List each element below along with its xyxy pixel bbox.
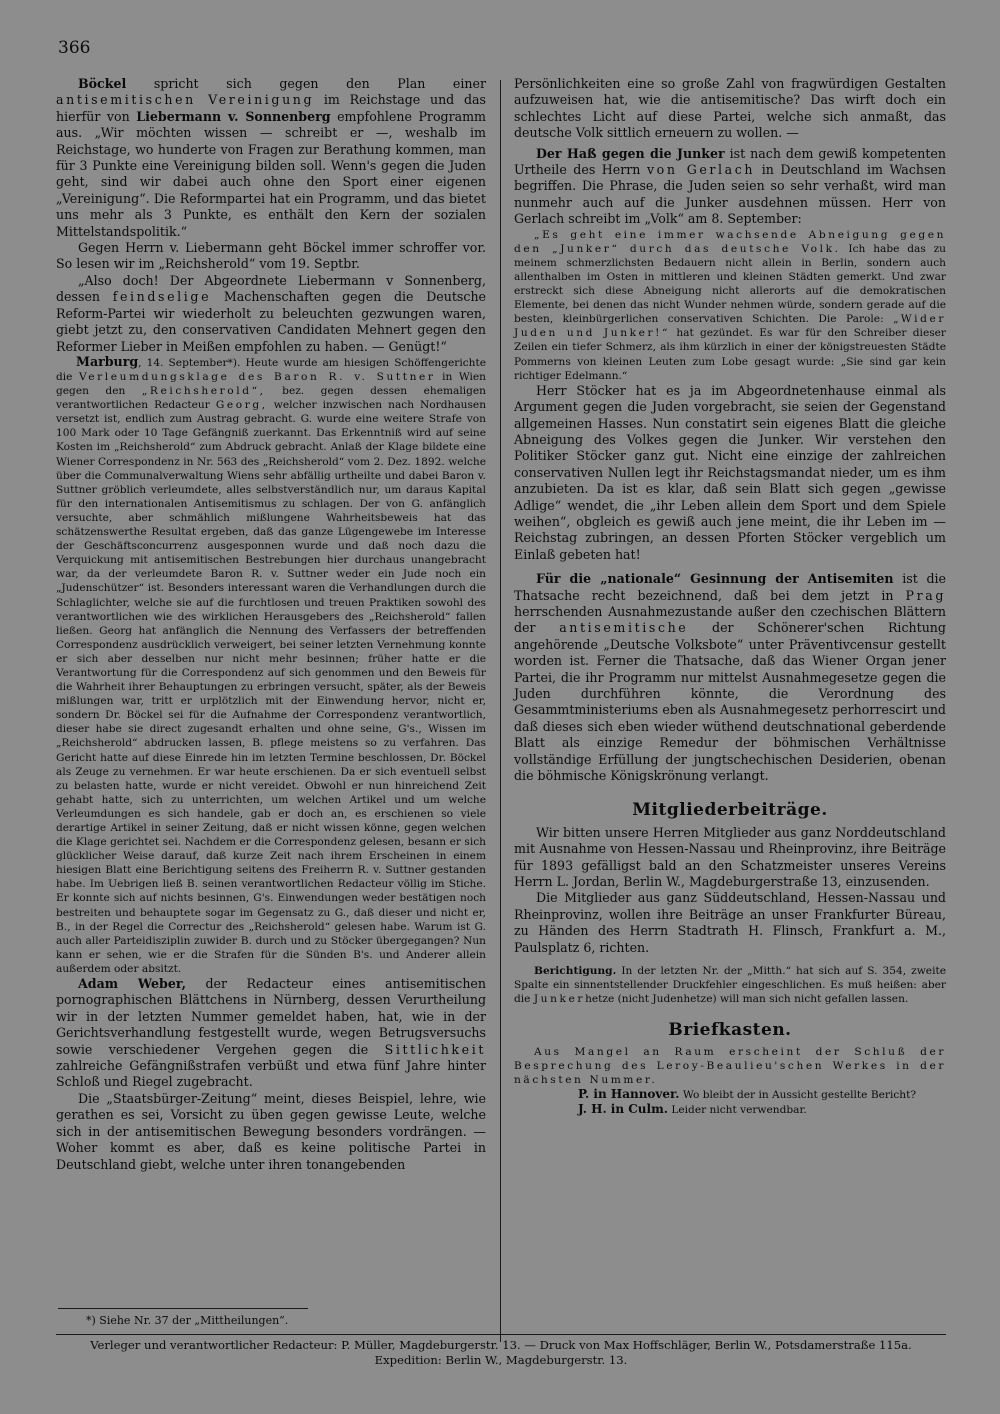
paragraph-weber: Adam Weber, der Redacteur eines antisemitischen pornographischen Blättchens in Nürnberg, dessen Verurtheilung wir in der letzten Nummer gemeldet haben, hat, wie in der Gerichtsverhandlung festgestellt wurde, wegen Betrugsversuchs sowie verschiedener Vergehen gegen die Sittlichkeit zahlreiche Gefängnißstrafen verbüßt und etwa fünf Jahre hinter Schloß und Riegel zugebracht. bbox=[56, 976, 486, 1090]
headline-nationale-gesinnung: Für die „nationale“ Gesinnung der Antisemiten bbox=[536, 571, 894, 587]
briefkasten-item-hannover: P. in Hannover. Wo bleibt der in Aussicht gestellte Bericht? bbox=[578, 1087, 917, 1102]
paragraph-mitglieder-nord: Wir bitten unsere Herren Mitglieder aus ganz Norddeutschland mit Ausnahme von Hessen-Nassau und Rheinprovinz, ihre Beiträge für 1893 gefälligst bald an den Schatzmeister unseres Vereins Herrn L. Jordan, Berlin W., Magdeburgerstraße 13, einzusenden. bbox=[514, 824, 946, 890]
headline-junker: Der Haß gegen die Junker bbox=[536, 145, 725, 161]
briefkasten-item-culm: J. H. in Culm. Leider nicht verwendbar. bbox=[578, 1102, 807, 1117]
notice-berichtigung: Berichtigung. In der letzten Nr. der „Mitth.“ hat sich auf S. 354, zweite Spalte ein sinnentstellender Druckfehler eingeschlichen. Es muß heißen: aber die Junkerhetze (nicht Judenhetze) will man sich nicht gefallen lassen. bbox=[514, 965, 946, 1006]
footnote-rule bbox=[58, 1308, 308, 1309]
page-number: 366 bbox=[58, 38, 91, 58]
briefkasten-section bbox=[514, 1045, 946, 1117]
article-marburg: Marburg, 14. September*). Heute wurde am hiesigen Schöffengerichte die Verleumdungsklage des Baron R. v. Suttner in Wien gegen den „Reichsherold“, bez. gegen dessen ehemaligen verantwortlichen Redacteur Georg, welcher inzwischen nach Nordhausen versetzt ist, endlich zum Austrag gebracht. G. wurde eine weitere Strafe von 100 Mark oder 10 Tage Gefängniß zuerkannt. Das Erkenntniß wird auf seine Kosten im „Reichsherold“ zum Abdruck gebracht. Anlaß der Klage bildete eine Wiener Correspondenz in Nr. 563 des „Reichsherold“ vom 2. Dez. 1892. welche über die Communalverwaltung Wiens sehr abfällig urtheilte und dabei Baron v. Suttner gröblich verleumdete, alles selbstverständlich nur, um daraus Kapital für den internationalen Antisemitismus zu schlagen. Der von G. anfänglich versuchte, aber schmählich mißlungene Wahrheitsbeweis hat das schätzenswerthe Resultat ergeben, daß das ganze Lügengewebe im Interesse der Geschäftsconcurrenz ausgesponnen wurde und daß noch dazu die Verquickung mit antisemitischen Bestrebungen hier durchaus unangebracht war, da der verleumdete Baron R. v. Suttner weder ein Jude noch ein „Judenschützer“ ist. Besonders interessant waren die Verhandlungen durch die Schlaglichter, welche sie auf die furchtlosen und treuen Praktiken sowohl des verantwortlichen wie des wirklichen Herausgebers des „Reichsherold“ fallen ließen. Georg hat anfänglich die Nennung des Verfassers der betreffenden Correspondenz ausdrücklich verweigert, bei seiner letzten Vernehmung konnte er sich aber desselben nur nicht mehr besinnen; früher hatte er die Verantwortung für die Correspondenz auf sich genommen und den Beweis für die Wahrheit ihrer Behauptungen zu erbringen versucht, später, als der Beweis mißlungen war, tritt er urplötzlich mit der Einwendung hervor, nicht er, sondern Dr. Böckel sei für die Aufnahme der Correspondenz verantwortlich, dieser habe sie direct zugesandt erhalten und ohne seine, G's., Wissen im „Reichsherold“ abdrucken lassen, B. pflege meistens so zu verfahren. Das Gericht hatte auf diese Einrede hin im letzten Termine beschlossen, Dr. Böckel als Zeuge zu vernehmen. Er war heute erschienen. Da er sich eventuell selbst zu belasten hatte, wurde er nicht vereidet. Obwohl er nun hinreichend Zeit gehabt hatte, sich zu unterrichten, um welchen Artikel und um welche Verleumdungen es sich handele, gab er doch an, es erschienen so viele derartige Artikel in seiner Zeitung, daß er nicht wissen könne, gegen welchen die Klage gerichtet sei. Nachdem er die Correspondenz gelesen, besann er sich glücklicher Weise darauf, daß kurze Zeit nach ihrem Erscheinen in einem hiesigen Blatt eine Berichtigung seitens des Freiherrn R. v. Suttner gestanden habe. Im Uebrigen ließ B. seinen verantwortlichen Redacteur völlig im Stiche. Er konnte sich auf nichts besinnen, G's. Einwendungen weder bestätigen noch bestreiten und behauptete sogar im Gegensatz zu G., daß dieser und nicht er, B., in der Regel die Correctur des „Reichsherold“ gelesen habe. Warum ist G. auch aller Parteidisziplin zuwider B. durch und zu Stöcker übergegangen? Nun kann er sehen, wie er die Strafen für die Sünden B's. und Anderer allein außerdem oder absitzt. bbox=[56, 353, 487, 975]
imprint-expedition: Expedition: Berlin W., Magdeburgerstr. 13. bbox=[374, 1353, 628, 1367]
paragraph-quote-reichsherold: „Also doch! Der Abgeordnete Liebermann v Sonnenberg, dessen feindselige Machenschaften gegen die Deutsche Reform-Partei wir wiederholt zu beleuchten gezwungen waren, giebt jetzt zu, den conservativen Candidaten Mehnert gegen den Reformer Lieber in Meißen empfohlen zu haben. — Genügt!“ bbox=[56, 272, 487, 354]
paragraph-stoecker: Herr Stöcker hat es ja im Abgeordnetenhause einmal als Argument gegen die Juden vorgebracht, sie seien der Gegenstand allgemeinen Hasses. Nun constatirt sein eigenes Blatt die gleiche Abneigung des Volkes gegen die Junker. Wir verstehen den Politiker Stöcker ganz gut. Nicht eine einzige der zahlreichen conservativen Nullen legt ihr Reichstagsmandat nieder, um es ihm anzubieten. Da ist es klar, daß sein Blatt sich gegen „gewisse Adlige“ wendet, die „ihr Leben allein dem Sport und dem Spiele weihen“, obgleich es gewiß auch jene meint, die ihr Leben im — Reichstag zubringen, an dessen Pforten Stöcker vergeblich um Einlaß gebeten hat! bbox=[514, 382, 946, 562]
paragraph-liebermann: Gegen Herrn v. Liebermann geht Böckel immer schroffer vor. So lesen wir im „Reichsherold“ vom 19. Septbr. bbox=[56, 240, 486, 272]
paragraph-junker: Der Haß gegen die Junker ist nach dem gewiß kompetenten Urtheile des Herrn von Gerlach in Deutschland im Wachsen begriffen. Die Phrase, die Juden seien so sehr verhaßt, wird man nunmehr auch auf die Junker ausdehnen müssen. Herr von Gerlach schreibt im „Volk“ am 8. September: bbox=[514, 145, 946, 227]
briefkasten-note: Aus Mangel an Raum erscheint der Schluß der Besprechung des Leroy-Beaulieu'schen Werkes in der nächsten Nummer. bbox=[514, 1045, 946, 1086]
paragraph-staatsbuerger: Die „Staatsbürger-Zeitung“ meint, dieses Beispiel, lehre, wie gerathen es sei, Vorsicht zu üben gegen gewisse Leute, welche sich in der antisemitischen Bewegung besonders vordrängen. — Woher kommt es aber, daß es keine politische Partei in Deutschland giebt, welche unter ihren tonangebenden bbox=[56, 1090, 486, 1172]
paragraph-boeckel: Böckel spricht sich gegen den Plan einer antisemitischen Vereinigung im Reichstage und das hierfür von Liebermann v. Sonnenberg empfohlene Programm aus. „Wir möchten wissen — schreibt er —, weshalb im Reichstage, wo hunderte von Fragen zur Berathung kommen, man für 3 Punkte eine Vereinigung bilden soll. Wenn's gegen die Juden geht, sind wir dabei auch ohne den Sport einer eigenen „Vereinigung“. Die Reformpartei hat ein Programm, und das bietet uns mehr als 3 Punkte, es enthält den Kern der sozialen Mittelstandspolitik.“ bbox=[56, 76, 486, 239]
name-liebermann: Liebermann v. Sonnenberg bbox=[136, 108, 331, 124]
dateline-marburg: Marburg bbox=[76, 353, 139, 369]
column-divider bbox=[500, 80, 501, 1342]
paragraph-nationale-gesinnung: Für die „nationale“ Gesinnung der Antisemiten ist die Thatsache recht bezeichnend, daß bei dem jetzt in Prag herrschenden Ausnahmezustande außer den czechischen Blättern der antisemitische der Schönerer'schen Richtung angehörende „Deutsche Volksbote“ unter Präventivcensur gestellt worden ist. Ferner die Thatsache, daß das Wiener Organ jener Partei, die ihr Programm nur mittelst Ausnahmegesetze gegen die Juden durchführen könnte, die Verordnung des Gesammtministeriums eben als Ausnahmegesetz perhorrescirt und daß dieses sich eben wieder wüthend deutschnational geberdende Blatt als einzige Remedur der böhmischen Verhältnisse vollständige Erfüllung der jungtschechischen Desiderien, obenan die böhmische Königskrönung verlangt. bbox=[514, 571, 946, 784]
label-berichtigung: Berichtigung. bbox=[534, 965, 617, 978]
name-adam-weber: Adam Weber, bbox=[78, 976, 186, 992]
subject-boeckel: Böckel bbox=[78, 76, 127, 91]
left-column bbox=[56, 76, 486, 1173]
right-column bbox=[514, 76, 946, 1117]
quote-gerlach: „Es geht eine immer wachsende Abneigung gegen den „Junker“ durch das deutsche Volk. Ich habe das zu meinem schmerzlichsten Bedauern nicht allein in Berlin, sondern auch allenthalben im Osten in mittleren und kleinen Städten gemerkt. Und zwar erstreckt sich diese Abneigung nicht allerorts auf die demokratischen Elemente, bei denen das nicht Wunder nehmen würde, sondern gerade auf die besten, kleinbürgerlichen conservativen Schichten. Die Parole: „Wider Juden und Junker!“ hat gezündet. Es war für den Schreiber dieser Zeilen ein tiefer Schmerz, als ihm kürzlich in einer der königstreuesten Städte Pommerns von kleinen Leuten zum Lobe gesagt wurde: „Sie sind gar kein richtiger Edelmann.“ bbox=[514, 228, 946, 382]
imprint bbox=[56, 1338, 946, 1368]
imprint-publisher: Verleger und verantwortlicher Redacteur: P. Müller, Magdeburgerstr. 13. — Druck von Max Hoffschläger, Berlin W., Potsdamerstraße 115a. bbox=[90, 1338, 912, 1352]
paragraph-mitglieder-sued: Die Mitglieder aus ganz Süddeutschland, Hessen-Nassau und Rheinprovinz, wollen ihre Beiträge an unser Frankfurter Büreau, zu Händen des Herrn Stadtrath H. Flinsch, Frankfurt a. M., Paulsplatz 6, richten. bbox=[514, 890, 946, 955]
imprint-rule bbox=[56, 1334, 946, 1335]
footnote: *) Siehe Nr. 37 der „Mittheilungen“. bbox=[86, 1314, 289, 1327]
heading-briefkasten: Briefkasten. bbox=[668, 1020, 792, 1041]
paragraph-continuation: Persönlichkeiten eine so große Zahl von fragwürdigen Gestalten aufzuweisen hat, wie die antisemitische? Das wirft doch ein schlechtes Licht auf diese Partei, welche sich anmaßt, das deutsche Volk sittlich erneuern zu wollen. — bbox=[514, 76, 946, 141]
heading-mitgliederbeitraege: Mitgliederbeiträge. bbox=[632, 800, 828, 821]
